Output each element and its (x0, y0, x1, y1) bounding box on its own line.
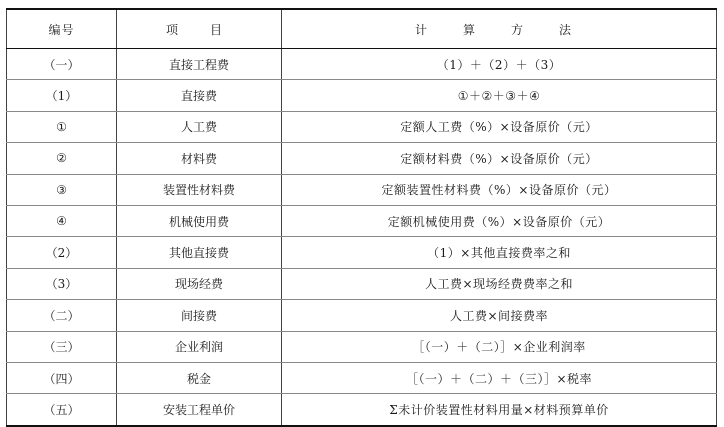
table-row (7, 300, 717, 331)
row-method: 定额装置性材料费（%）×设备原价（元） (282, 174, 717, 205)
table-row (7, 205, 717, 236)
table-row (7, 237, 717, 268)
row-item: 企业利润 (117, 331, 282, 362)
row-method: ①＋②＋③＋④ (282, 80, 717, 111)
row-code: （五） (7, 394, 117, 426)
table-row (7, 331, 717, 362)
row-code: （2） (7, 237, 117, 268)
row-method: Σ未计价装置性材料用量×材料预算单价 (282, 394, 717, 426)
row-item: 现场经费 (117, 268, 282, 299)
row-method: 定额材料费（%）×设备原价（元） (282, 143, 717, 174)
table-row (7, 362, 717, 393)
row-method: （1）＋（2）＋（3） (282, 49, 717, 80)
row-code: （一） (7, 49, 117, 80)
row-code: （3） (7, 268, 117, 299)
row-item: 机械使用费 (117, 205, 282, 236)
header-code: 编号 (7, 9, 117, 49)
table-header (7, 9, 717, 49)
row-method: 人工费×现场经费费率之和 (282, 268, 717, 299)
row-code: ② (7, 143, 117, 174)
row-item: 直接费 (117, 80, 282, 111)
table-row (7, 80, 717, 111)
table-row (7, 49, 717, 80)
row-method: ［（一）＋（二）＋（三）］×税率 (282, 362, 717, 393)
row-item: 人工费 (117, 111, 282, 142)
row-code: （二） (7, 300, 117, 331)
row-code: （三） (7, 331, 117, 362)
cost-calculation-table-container (6, 8, 716, 427)
row-item: 其他直接费 (117, 237, 282, 268)
row-method: 定额机械使用费（%）×设备原价（元） (282, 205, 717, 236)
table-row (7, 268, 717, 299)
table-row (7, 111, 717, 142)
table-row (7, 174, 717, 205)
table-header-row (7, 9, 717, 49)
row-code: ④ (7, 205, 117, 236)
row-code: ① (7, 111, 117, 142)
row-item: 间接费 (117, 300, 282, 331)
table-body (7, 49, 717, 426)
row-item: 直接工程费 (117, 49, 282, 80)
header-method: 计 算 方 法 (282, 9, 717, 49)
row-item: 安装工程单价 (117, 394, 282, 426)
table-row (7, 394, 717, 426)
row-method: ［（一）＋（二）］×企业利润率 (282, 331, 717, 362)
row-method: 人工费×间接费率 (282, 300, 717, 331)
header-item: 项 目 (117, 9, 282, 49)
table-row (7, 143, 717, 174)
row-method: （1）×其他直接费率之和 (282, 237, 717, 268)
row-item: 装置性材料费 (117, 174, 282, 205)
cost-calculation-table (6, 8, 717, 427)
row-code: （四） (7, 362, 117, 393)
row-code: （1） (7, 80, 117, 111)
row-item: 材料费 (117, 143, 282, 174)
row-code: ③ (7, 174, 117, 205)
row-method: 定额人工费（%）×设备原价（元） (282, 111, 717, 142)
row-item: 税金 (117, 362, 282, 393)
